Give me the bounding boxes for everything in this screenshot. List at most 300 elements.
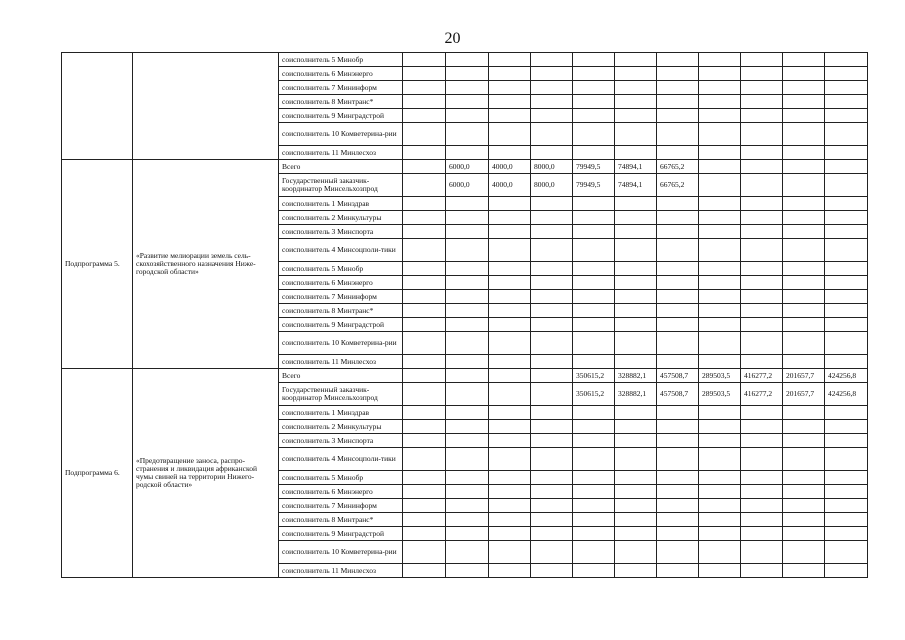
table-row xyxy=(62,53,868,67)
value-cell xyxy=(615,355,657,369)
value-cell xyxy=(489,95,531,109)
value-cell xyxy=(657,318,699,332)
executor-label: соисполнитель 8 Минтранс* xyxy=(279,513,403,527)
budget-table xyxy=(61,52,868,578)
value-cell xyxy=(741,81,783,95)
value-cell xyxy=(446,406,489,420)
value-cell xyxy=(657,471,699,485)
value-cell xyxy=(615,262,657,276)
value-cell xyxy=(573,276,615,290)
value-cell xyxy=(741,146,783,160)
executor-label: соисполнитель 2 Минкультуры xyxy=(279,420,403,434)
value-cell xyxy=(699,146,741,160)
value-cell xyxy=(825,197,868,211)
value-cell xyxy=(825,53,868,67)
value-cell xyxy=(573,109,615,123)
value-cell xyxy=(531,318,573,332)
value-cell xyxy=(741,276,783,290)
value-cell xyxy=(699,318,741,332)
program-title-cell xyxy=(133,53,279,160)
value-cell xyxy=(699,513,741,527)
value-cell xyxy=(699,564,741,578)
value-cell xyxy=(783,513,825,527)
value-cell xyxy=(615,434,657,448)
executor-label: соисполнитель 5 Минобр xyxy=(279,262,403,276)
value-cell xyxy=(825,541,868,564)
value-cell: 79949,5 xyxy=(573,174,615,197)
value-cell xyxy=(825,146,868,160)
value-cell xyxy=(489,211,531,225)
value-cell xyxy=(825,332,868,355)
value-cell xyxy=(531,332,573,355)
value-cell: 350615,2 xyxy=(573,383,615,406)
value-cell xyxy=(573,304,615,318)
executor-label: соисполнитель 1 Минздрав xyxy=(279,197,403,211)
value-cell xyxy=(699,239,741,262)
executor-label: соисполнитель 10 Комветерина-рии xyxy=(279,123,403,146)
value-cell xyxy=(657,527,699,541)
value-cell xyxy=(403,262,446,276)
value-cell xyxy=(403,225,446,239)
value-cell xyxy=(403,197,446,211)
value-cell xyxy=(573,564,615,578)
value-cell xyxy=(783,499,825,513)
value-cell xyxy=(489,239,531,262)
value-cell xyxy=(615,513,657,527)
value-cell xyxy=(615,471,657,485)
value-cell xyxy=(531,109,573,123)
value-cell xyxy=(489,564,531,578)
value-cell xyxy=(573,420,615,434)
value-cell: 424256,8 xyxy=(825,369,868,383)
value-cell xyxy=(657,239,699,262)
value-cell xyxy=(699,276,741,290)
value-cell xyxy=(531,146,573,160)
value-cell xyxy=(531,369,573,383)
value-cell xyxy=(531,448,573,471)
value-cell xyxy=(489,225,531,239)
executor-label: соисполнитель 5 Минобр xyxy=(279,471,403,485)
value-cell xyxy=(446,541,489,564)
value-cell xyxy=(615,527,657,541)
value-cell: 328882,1 xyxy=(615,383,657,406)
value-cell xyxy=(403,369,446,383)
value-cell xyxy=(489,499,531,513)
value-cell xyxy=(615,109,657,123)
executor-label: соисполнитель 7 Мининформ xyxy=(279,81,403,95)
value-cell xyxy=(657,541,699,564)
value-cell xyxy=(531,95,573,109)
value-cell xyxy=(615,499,657,513)
executor-label: соисполнитель 11 Минлесхоз xyxy=(279,564,403,578)
value-cell xyxy=(783,211,825,225)
value-cell xyxy=(699,160,741,174)
value-cell: 4000,0 xyxy=(489,174,531,197)
value-cell xyxy=(573,53,615,67)
executor-label: соисполнитель 11 Минлесхоз xyxy=(279,146,403,160)
value-cell xyxy=(446,383,489,406)
value-cell xyxy=(741,434,783,448)
value-cell xyxy=(825,160,868,174)
value-cell xyxy=(573,67,615,81)
value-cell xyxy=(531,225,573,239)
value-cell xyxy=(741,123,783,146)
value-cell xyxy=(615,541,657,564)
value-cell: 66765,2 xyxy=(657,174,699,197)
value-cell xyxy=(783,160,825,174)
value-cell xyxy=(783,95,825,109)
value-cell xyxy=(446,53,489,67)
executor-label: соисполнитель 2 Минкультуры xyxy=(279,211,403,225)
value-cell: 74894,1 xyxy=(615,174,657,197)
value-cell xyxy=(403,332,446,355)
value-cell xyxy=(403,541,446,564)
value-cell xyxy=(446,67,489,81)
value-cell xyxy=(657,225,699,239)
value-cell xyxy=(699,485,741,499)
value-cell xyxy=(741,160,783,174)
value-cell xyxy=(783,67,825,81)
value-cell xyxy=(489,318,531,332)
value-cell xyxy=(741,290,783,304)
value-cell xyxy=(403,81,446,95)
value-cell xyxy=(446,146,489,160)
value-cell xyxy=(489,290,531,304)
value-cell xyxy=(699,53,741,67)
executor-label: соисполнитель 3 Минспорта xyxy=(279,225,403,239)
value-cell xyxy=(657,499,699,513)
value-cell xyxy=(615,123,657,146)
value-cell xyxy=(615,225,657,239)
value-cell xyxy=(403,420,446,434)
value-cell xyxy=(783,448,825,471)
value-cell xyxy=(615,332,657,355)
value-cell xyxy=(741,95,783,109)
value-cell xyxy=(825,225,868,239)
value-cell xyxy=(615,197,657,211)
value-cell xyxy=(783,276,825,290)
value-cell xyxy=(657,109,699,123)
value-cell xyxy=(403,406,446,420)
value-cell xyxy=(741,318,783,332)
value-cell xyxy=(825,304,868,318)
value-cell xyxy=(531,355,573,369)
value-cell xyxy=(403,513,446,527)
value-cell xyxy=(825,448,868,471)
value-cell xyxy=(741,332,783,355)
value-cell xyxy=(446,527,489,541)
value-cell xyxy=(783,290,825,304)
value-cell xyxy=(615,53,657,67)
value-cell xyxy=(403,239,446,262)
value-cell xyxy=(531,123,573,146)
value-cell xyxy=(783,318,825,332)
value-cell xyxy=(573,527,615,541)
value-cell xyxy=(615,276,657,290)
executor-label: Государственный заказчик-координатор Минсельхозпрод xyxy=(279,174,403,197)
value-cell: 8000,0 xyxy=(531,160,573,174)
executor-label: соисполнитель 6 Минэнерго xyxy=(279,67,403,81)
value-cell xyxy=(403,527,446,541)
value-cell xyxy=(699,211,741,225)
executor-label: соисполнитель 8 Минтранс* xyxy=(279,95,403,109)
value-cell xyxy=(446,211,489,225)
value-cell xyxy=(531,67,573,81)
value-cell xyxy=(825,513,868,527)
value-cell xyxy=(531,406,573,420)
page-number: 20 xyxy=(444,30,461,47)
value-cell xyxy=(403,146,446,160)
value-cell xyxy=(825,109,868,123)
value-cell xyxy=(741,420,783,434)
value-cell xyxy=(783,304,825,318)
value-cell xyxy=(615,485,657,499)
value-cell xyxy=(446,420,489,434)
value-cell xyxy=(657,304,699,318)
value-cell xyxy=(825,564,868,578)
value-cell xyxy=(741,225,783,239)
value-cell xyxy=(573,499,615,513)
value-cell xyxy=(489,332,531,355)
value-cell xyxy=(489,123,531,146)
value-cell: 350615,2 xyxy=(573,369,615,383)
value-cell: 457508,7 xyxy=(657,369,699,383)
value-cell xyxy=(446,225,489,239)
value-cell xyxy=(531,499,573,513)
value-cell xyxy=(446,448,489,471)
value-cell xyxy=(489,67,531,81)
value-cell xyxy=(741,304,783,318)
value-cell xyxy=(783,239,825,262)
value-cell xyxy=(699,95,741,109)
value-cell xyxy=(783,434,825,448)
value-cell xyxy=(573,332,615,355)
value-cell xyxy=(573,262,615,276)
value-cell xyxy=(657,564,699,578)
value-cell xyxy=(531,239,573,262)
program-label: Подпрограмма 6. xyxy=(62,369,133,578)
value-cell xyxy=(783,485,825,499)
value-cell xyxy=(531,197,573,211)
value-cell xyxy=(531,541,573,564)
value-cell xyxy=(573,434,615,448)
value-cell xyxy=(699,290,741,304)
value-cell xyxy=(741,109,783,123)
value-cell xyxy=(403,355,446,369)
value-cell xyxy=(403,471,446,485)
value-cell xyxy=(446,95,489,109)
program-title: «Развитие мелиорации земель сель-скохозяйственного назначения Ниже-городской области» xyxy=(133,160,279,369)
program-label: Подпрограмма 5. xyxy=(62,160,133,369)
value-cell xyxy=(446,369,489,383)
executor-label: соисполнитель 10 Комветерина-рии xyxy=(279,332,403,355)
value-cell xyxy=(403,318,446,332)
value-cell xyxy=(825,471,868,485)
value-cell xyxy=(825,239,868,262)
value-cell xyxy=(741,53,783,67)
value-cell xyxy=(531,434,573,448)
value-cell xyxy=(783,81,825,95)
value-cell xyxy=(825,406,868,420)
executor-label: соисполнитель 1 Минздрав xyxy=(279,406,403,420)
value-cell xyxy=(615,290,657,304)
executor-label: соисполнитель 5 Минобр xyxy=(279,53,403,67)
value-cell: 424256,8 xyxy=(825,383,868,406)
value-cell xyxy=(699,541,741,564)
value-cell xyxy=(741,527,783,541)
value-cell xyxy=(657,485,699,499)
value-cell xyxy=(573,197,615,211)
value-cell xyxy=(657,434,699,448)
value-cell xyxy=(489,109,531,123)
value-cell xyxy=(741,406,783,420)
value-cell xyxy=(573,541,615,564)
value-cell xyxy=(699,225,741,239)
executor-label: соисполнитель 10 Комветерина-рии xyxy=(279,541,403,564)
value-cell xyxy=(446,304,489,318)
value-cell xyxy=(699,499,741,513)
value-cell xyxy=(657,332,699,355)
value-cell xyxy=(403,160,446,174)
value-cell xyxy=(741,564,783,578)
value-cell xyxy=(403,109,446,123)
value-cell xyxy=(825,67,868,81)
value-cell xyxy=(573,146,615,160)
value-cell xyxy=(573,448,615,471)
value-cell xyxy=(403,53,446,67)
value-cell xyxy=(783,109,825,123)
value-cell: 8000,0 xyxy=(531,174,573,197)
table-row xyxy=(62,369,868,383)
value-cell xyxy=(741,355,783,369)
value-cell xyxy=(783,146,825,160)
value-cell xyxy=(657,67,699,81)
value-cell xyxy=(783,174,825,197)
value-cell xyxy=(403,485,446,499)
value-cell xyxy=(825,262,868,276)
value-cell xyxy=(783,564,825,578)
value-cell xyxy=(489,276,531,290)
value-cell xyxy=(489,448,531,471)
value-cell xyxy=(825,174,868,197)
value-cell: 79949,5 xyxy=(573,160,615,174)
value-cell xyxy=(531,564,573,578)
executor-label: соисполнитель 9 Минградстрой xyxy=(279,318,403,332)
value-cell: 457508,7 xyxy=(657,383,699,406)
value-cell xyxy=(531,527,573,541)
value-cell xyxy=(657,146,699,160)
value-cell xyxy=(446,471,489,485)
value-cell xyxy=(446,513,489,527)
executor-label: соисполнитель 8 Минтранс* xyxy=(279,304,403,318)
value-cell xyxy=(403,95,446,109)
value-cell xyxy=(615,318,657,332)
value-cell xyxy=(489,304,531,318)
value-cell xyxy=(825,355,868,369)
value-cell xyxy=(783,225,825,239)
executor-label: соисполнитель 7 Мининформ xyxy=(279,499,403,513)
value-cell xyxy=(489,146,531,160)
value-cell xyxy=(825,318,868,332)
value-cell xyxy=(573,225,615,239)
value-cell xyxy=(615,420,657,434)
value-cell xyxy=(741,211,783,225)
value-cell xyxy=(446,332,489,355)
value-cell xyxy=(489,527,531,541)
value-cell: 416277,2 xyxy=(741,383,783,406)
value-cell xyxy=(489,541,531,564)
value-cell xyxy=(531,471,573,485)
value-cell xyxy=(825,276,868,290)
value-cell xyxy=(489,434,531,448)
value-cell: 66765,2 xyxy=(657,160,699,174)
value-cell xyxy=(489,485,531,499)
executor-label: Всего xyxy=(279,160,403,174)
value-cell xyxy=(446,290,489,304)
value-cell: 74894,1 xyxy=(615,160,657,174)
value-cell: 416277,2 xyxy=(741,369,783,383)
value-cell xyxy=(489,53,531,67)
value-cell xyxy=(699,434,741,448)
value-cell xyxy=(573,318,615,332)
value-cell xyxy=(615,304,657,318)
value-cell xyxy=(699,174,741,197)
executor-label: соисполнитель 4 Минсоцполи-тики xyxy=(279,448,403,471)
value-cell xyxy=(741,513,783,527)
value-cell xyxy=(573,471,615,485)
value-cell xyxy=(783,197,825,211)
value-cell xyxy=(699,332,741,355)
executor-label: соисполнитель 9 Минградстрой xyxy=(279,109,403,123)
value-cell xyxy=(741,197,783,211)
value-cell xyxy=(657,355,699,369)
value-cell xyxy=(657,513,699,527)
value-cell xyxy=(657,276,699,290)
value-cell xyxy=(615,81,657,95)
value-cell xyxy=(657,262,699,276)
value-cell xyxy=(741,262,783,276)
value-cell xyxy=(783,355,825,369)
value-cell xyxy=(573,290,615,304)
value-cell xyxy=(783,406,825,420)
value-cell xyxy=(446,485,489,499)
value-cell xyxy=(825,123,868,146)
value-cell xyxy=(699,197,741,211)
value-cell xyxy=(403,276,446,290)
value-cell xyxy=(403,123,446,146)
value-cell xyxy=(825,290,868,304)
value-cell xyxy=(741,174,783,197)
value-cell: 289503,5 xyxy=(699,383,741,406)
value-cell xyxy=(446,239,489,262)
value-cell: 289503,5 xyxy=(699,369,741,383)
value-cell xyxy=(573,355,615,369)
value-cell xyxy=(489,81,531,95)
value-cell xyxy=(446,276,489,290)
value-cell xyxy=(825,485,868,499)
executor-label: Всего xyxy=(279,369,403,383)
value-cell xyxy=(741,239,783,262)
value-cell xyxy=(446,318,489,332)
value-cell xyxy=(783,527,825,541)
value-cell xyxy=(489,369,531,383)
value-cell xyxy=(531,290,573,304)
value-cell xyxy=(446,262,489,276)
value-cell xyxy=(615,564,657,578)
value-cell: 328882,1 xyxy=(615,369,657,383)
value-cell xyxy=(573,211,615,225)
value-cell xyxy=(531,81,573,95)
